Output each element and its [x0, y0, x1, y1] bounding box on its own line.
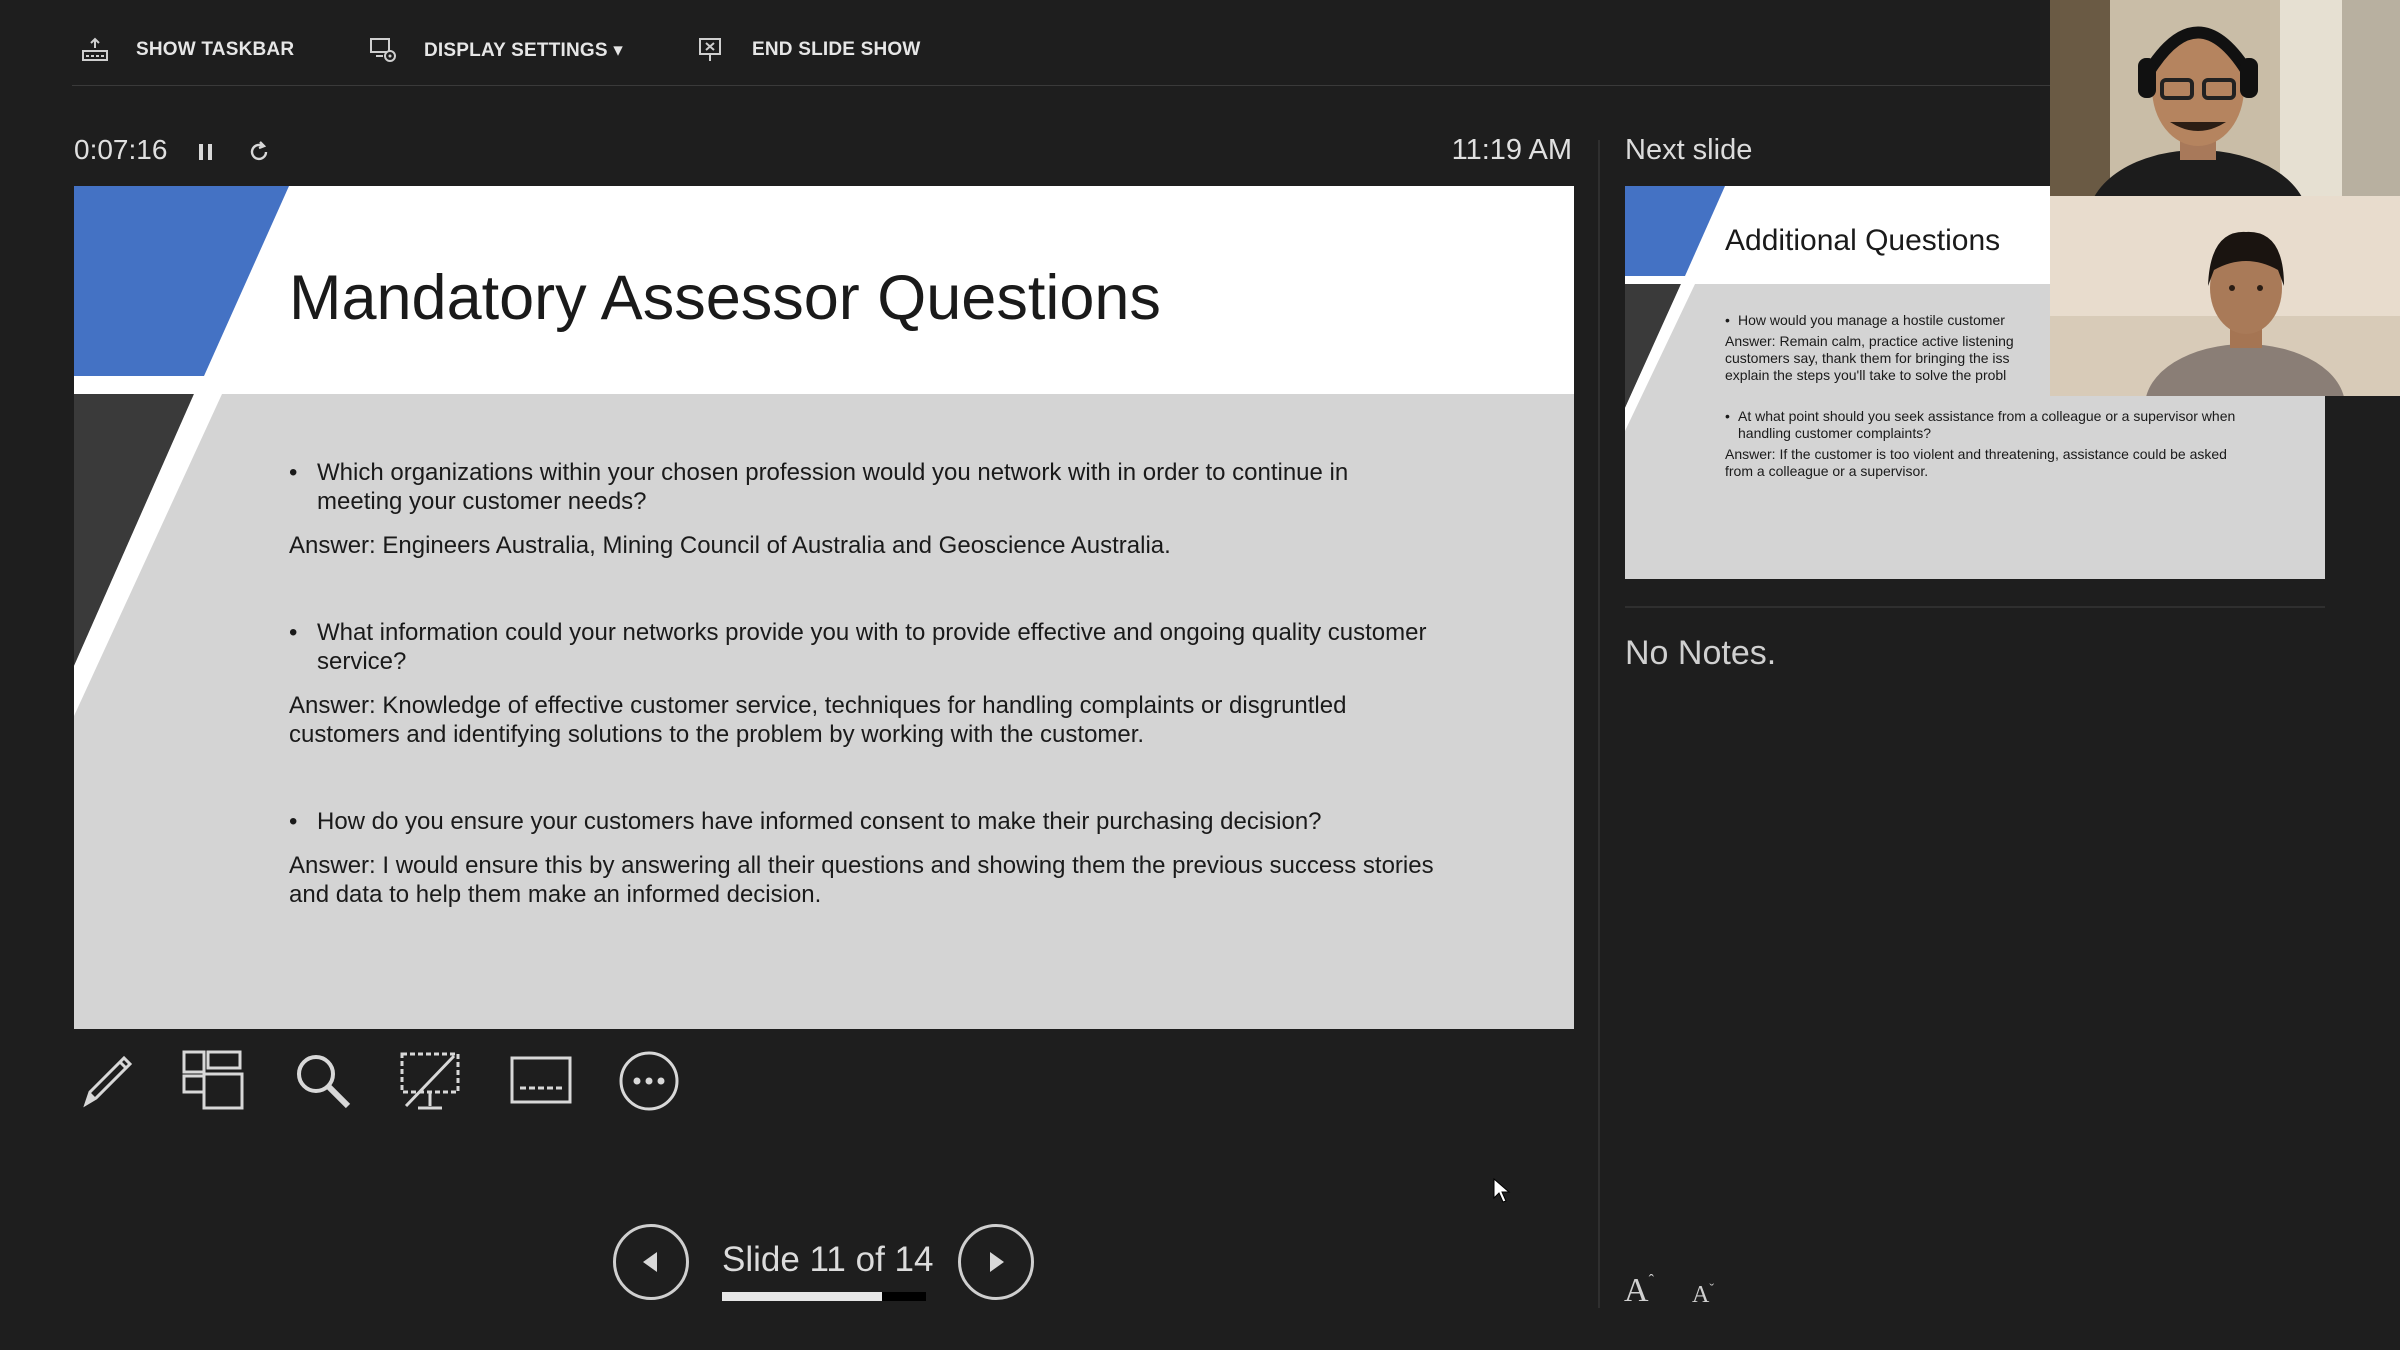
subtitles-button[interactable]: [508, 1046, 574, 1116]
speaker-notes: No Notes.: [1625, 634, 1777, 672]
slide-title: Mandatory Assessor Questions: [289, 263, 1161, 333]
all-slides-icon: [180, 1048, 246, 1114]
show-taskbar-button[interactable]: [80, 26, 294, 74]
participant-video-2: [2050, 196, 2400, 396]
zoom-button[interactable]: [290, 1046, 356, 1116]
decrease-font-icon: A: [1692, 1282, 1710, 1308]
answer-text: Answer: Engineers Australia, Mining Council of Australia and Geoscience Australia.: [289, 532, 1171, 559]
answer-text: Answer: If the customer is too violent and threatening, assistance could be asked from a colleague or a supervisor.: [1725, 446, 2227, 479]
answer-text: Answer: Remain calm, practice active listening customers say, thank them for bringing the iss explain the steps you'll take to solve the probl: [1725, 333, 2014, 383]
decrease-font-button[interactable]: $A^ˇ$: [1692, 1282, 1715, 1308]
end-slide-show-label: END SLIDE SHOW: [752, 39, 921, 60]
display-settings-label: DISPLAY SETTINGS ▾: [424, 39, 623, 61]
slide-counter: Slide 11 of 14: [722, 1240, 934, 1279]
increase-font-icon: A: [1624, 1272, 1649, 1309]
next-slide-title: Additional Questions: [1725, 224, 2001, 257]
question-block: [289, 458, 1439, 560]
participant-avatar: [2050, 0, 2400, 196]
question-text: • At what point should you seek assistance from a colleague or a supervisor when handling customer complaints?: [1725, 408, 2245, 442]
current-slide: [74, 186, 1574, 1029]
next-icon: [981, 1247, 1011, 1277]
black-screen-button[interactable]: [398, 1046, 464, 1116]
next-slide-button[interactable]: [958, 1224, 1034, 1300]
black-screen-icon: [398, 1048, 464, 1114]
taskbar-icon: [80, 35, 110, 65]
previous-icon: [636, 1247, 666, 1277]
question-text: • How would you manage a hostile customer: [1725, 312, 2245, 329]
participant-avatar: [2050, 196, 2400, 396]
slide-body: [289, 458, 1439, 967]
question-text: • Which organizations within your chosen profession would you network with in order to continue in meeting your customer needs?: [289, 458, 1439, 516]
end-slide-show-button[interactable]: [696, 26, 921, 74]
pen-icon: [74, 1048, 140, 1114]
restart-timer-button[interactable]: [243, 136, 275, 168]
answer-text: Answer: Knowledge of effective customer service, techniques for handling complaints or disgruntled customers and identifying solutions to the problem by working with the customer.: [289, 692, 1347, 748]
increase-font-button[interactable]: $A^ˆ$: [1624, 1272, 1654, 1309]
question-block: [289, 807, 1439, 909]
pause-timer-button[interactable]: [190, 136, 222, 168]
display-settings-button[interactable]: [368, 26, 623, 74]
next-slide-label: Next slide: [1625, 134, 1753, 166]
question-block: [1725, 408, 2245, 480]
pen-tool-button[interactable]: [74, 1046, 140, 1116]
previous-slide-button[interactable]: [613, 1224, 689, 1300]
subtitles-icon: [508, 1048, 574, 1114]
slide-progress-bar: [722, 1292, 926, 1301]
slide-progress-fill: [722, 1292, 882, 1301]
current-time: 11:19 AM: [1451, 134, 1572, 166]
answer-text: Answer: I would ensure this by answering all their questions and showing them the previous success stories and data to help them make an informed decision.: [289, 852, 1434, 908]
participant-video-1: [2050, 0, 2400, 196]
more-options-icon: [616, 1048, 682, 1114]
question-text: • How do you ensure your customers have informed consent to make their purchasing decision?: [289, 807, 1439, 836]
see-all-slides-button[interactable]: [180, 1046, 246, 1116]
notes-divider: [1625, 606, 2325, 608]
zoom-icon: [290, 1048, 356, 1114]
restart-icon: [247, 140, 271, 164]
question-block: [289, 618, 1439, 749]
end-show-icon: [696, 35, 726, 65]
mouse-cursor-icon: [1493, 1178, 1511, 1204]
question-text: • What information could your networks provide you with to provide effective and ongoing quality customer service?: [289, 618, 1439, 676]
pause-icon: [196, 142, 216, 162]
panel-divider: [1598, 140, 1600, 1308]
more-options-button[interactable]: [616, 1046, 682, 1116]
elapsed-timer: 0:07:16: [74, 134, 168, 165]
show-taskbar-label: SHOW TASKBAR: [136, 39, 295, 60]
display-settings-icon: [368, 35, 398, 65]
